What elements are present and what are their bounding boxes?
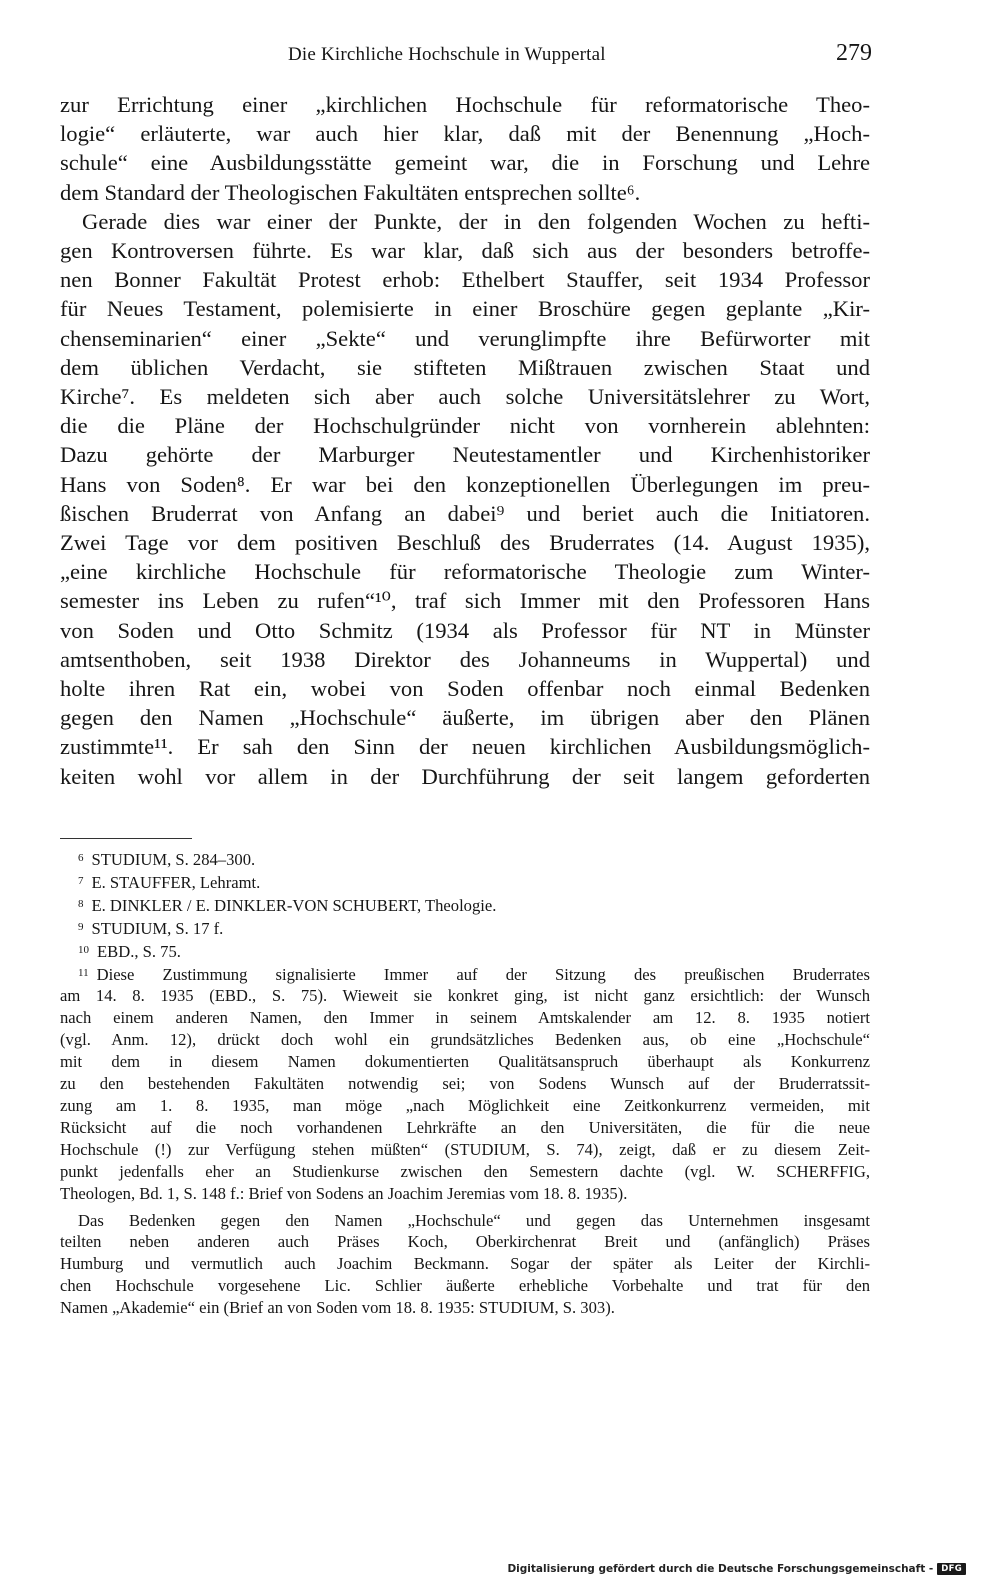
footnote-number: 7 xyxy=(78,874,84,887)
footnote-text: STUDIUM, S. 17 f. xyxy=(91,918,224,938)
footnotes xyxy=(60,848,870,1319)
text-line: amtsenthoben, seit 1938 Direktor des Johanneums in Wuppertal) und xyxy=(60,646,870,672)
footnote-11-para2-line: Das Bedenken gegen den Namen „Hochschule“ und gegen das Unternehmen insgesamt xyxy=(78,1210,870,1230)
dfg-logo: DFG xyxy=(937,1563,966,1575)
text-line: schule“ eine Ausbildungsstätte gemeint war, die in Forschung und Lehre xyxy=(60,150,870,176)
footnote-text: E. STAUFFER, Lehramt. xyxy=(91,872,261,892)
footnote-11-line: punkt jedenfalls eher an Studienkurse zwischen den Semestern dachte (vgl. W. SCHERFFIG, xyxy=(60,1161,870,1181)
footnote-number: 11 xyxy=(78,966,89,979)
text-line: die die Pläne der Hochschulgründer nicht von vornherein ablehnten: xyxy=(60,413,870,439)
text-line: zustimmte¹¹. Er sah den Sinn der neuen kirchlichen Ausbildungsmöglich- xyxy=(60,734,870,760)
text-line: chenseminarien“ einer „Sekte“ und verunglimpfte ihre Befürworter mit xyxy=(60,325,870,351)
footnote-11-line: nach einem anderen Namen, den Immer in seinem Amtskalender am 12. 8. 1935 notiert xyxy=(60,1008,870,1028)
footnote-11-line: Theologen, Bd. 1, S. 148 f.: Brief von Sodens an Joachim Jeremias vom 18. 8. 1935). xyxy=(60,1183,628,1203)
text-line: Gerade dies war einer der Punkte, der in den folgenden Wochen zu hefti- xyxy=(82,208,870,234)
footnote xyxy=(60,894,870,917)
footnote-11-line: zu den bestehenden Fakultäten notwendig sei; von Sodens Wunsch auf der Bruderratssit- xyxy=(60,1074,870,1094)
footnote-11-para2-line: Namen „Akademie“ ein (Brief an von Soden vom 18. 8. 1935: STUDIUM, S. 303). xyxy=(60,1298,615,1318)
footnote-number: 6 xyxy=(78,852,84,864)
footnote-text: EBD., S. 75. xyxy=(97,941,181,961)
footnote-11-line: Rücksicht auf die noch vorhandenen Lehrkräfte an den Universitäten, die für die neue xyxy=(60,1117,870,1137)
footnote-11-para2-line: Humburg und vermutlich auch Joachim Beckmann. Sogar der später als Leiter der Kirchli- xyxy=(60,1254,870,1274)
footnote xyxy=(60,871,870,894)
footnote-11-para2-line: teilten neben anderen auch Präses Koch, Oberkirchenrat Breit und (anfänglich) Präses xyxy=(60,1232,870,1252)
footnote-11-line: zung am 1. 8. 1935, man möge „nach Möglichkeit eine Zeitkonkurrenz vermeiden, mit xyxy=(60,1095,870,1115)
footnote-divider xyxy=(60,838,192,839)
footnote-11-para2-line: chen Hochschule vorgesehene Lic. Schlier äußerte erhebliche Vorbehalte und trat für den xyxy=(60,1276,870,1296)
text-line: dem üblichen Verdacht, sie stifteten Mißtrauen zwischen Staat und xyxy=(60,354,870,380)
text-line: keiten wohl vor allem in der Durchführung der seit langem geforderten xyxy=(60,763,870,789)
text-line: Dazu gehörte der Marburger Neutestamentler und Kirchenhistoriker xyxy=(60,442,870,468)
running-header-title: Die Kirchliche Hochschule in Wuppertal xyxy=(288,44,606,65)
text-line: nen Bonner Fakultät Protest erhob: Ethelbert Stauffer, seit 1934 Professor xyxy=(60,267,870,293)
main-text xyxy=(60,90,870,791)
text-line: gegen den Namen „Hochschule“ äußerte, im übrigen aber den Plänen xyxy=(60,705,870,731)
text-line: Zwei Tage vor dem positiven Beschluß des Bruderrates (14. August 1935), xyxy=(60,530,870,556)
footnote-number: 9 xyxy=(78,920,84,933)
text-line: von Soden und Otto Schmitz (1934 als Professor für NT in Münster xyxy=(60,617,870,643)
text-line: für Neues Testament, polemisierte in einer Broschüre gegen geplante „Kir- xyxy=(60,296,870,322)
text-line: logie“ erläuterte, war auch hier klar, daß mit der Benennung „Hoch- xyxy=(60,121,870,147)
digitization-credit xyxy=(507,1563,966,1575)
text-line: semester ins Leben zu rufen“¹⁰, traf sich Immer mit den Professoren Hans xyxy=(60,588,870,614)
footnote-11-line: am 14. 8. 1935 (EBD., S. 75). Wieweit sie konkret ging, ist nicht ganz ersichtlich: der Wunsch xyxy=(60,986,870,1006)
digitization-credit-text: Digitalisierung gefördert durch die Deutsche Forschungsgemeinschaft - xyxy=(507,1563,934,1575)
page-number: 279 xyxy=(836,40,872,66)
text-line: gen Kontroversen führte. Es war klar, daß sich aus der besonders betroffe- xyxy=(60,238,870,264)
text-line: zur Errichtung einer „kirchlichen Hochschule für reformatorische Theo- xyxy=(60,92,870,117)
text-line: dem Standard der Theologischen Fakultäten entsprechen sollte⁶. xyxy=(60,179,641,205)
footnote-number: 8 xyxy=(78,897,84,910)
text-line: holte ihren Rat ein, wobei von Soden offenbar noch einmal Bedenken xyxy=(60,676,870,702)
footnote-text: E. DINKLER / E. DINKLER-VON SCHUBERT, Theologie. xyxy=(91,895,497,915)
text-line: Hans von Soden⁸. Er war bei den konzeptionellen Überlegungen im preu- xyxy=(60,471,870,497)
text-line: ßischen Bruderrat von Anfang an dabei⁹ und beriet auch die Initiatoren. xyxy=(60,500,870,526)
footnote-11-line: mit dem in diesem Namen dokumentierten Qualitätsanspruch überhaupt als Konkurrenz xyxy=(60,1052,870,1072)
footnote-11-line: Hochschule (!) zur Verfügung stehen müßten“ (STUDIUM, S. 74), zeigt, daß er zu diesem Zeit- xyxy=(60,1139,870,1159)
footnote-11-line: (vgl. Anm. 12), drückt doch wohl ein grundsätzliches Bedenken aus, ob eine „Hochschule“ xyxy=(60,1030,870,1050)
footnote-11-line xyxy=(60,963,870,986)
footnote-text: STUDIUM, S. 284–300. xyxy=(91,850,256,869)
text-line: „eine kirchliche Hochschule für reformatorische Theologie zum Winter- xyxy=(60,559,870,585)
footnote xyxy=(60,917,870,940)
footnote xyxy=(60,848,870,871)
footnote xyxy=(60,940,870,963)
footnote-text: Diese Zustimmung signalisierte Immer auf der Sitzung des preußischen Bruderrates xyxy=(96,964,870,984)
footnote-number: 10 xyxy=(78,943,89,956)
text-line: Kirche⁷. Es meldeten sich aber auch solche Universitätslehrer zu Wort, xyxy=(60,384,870,410)
